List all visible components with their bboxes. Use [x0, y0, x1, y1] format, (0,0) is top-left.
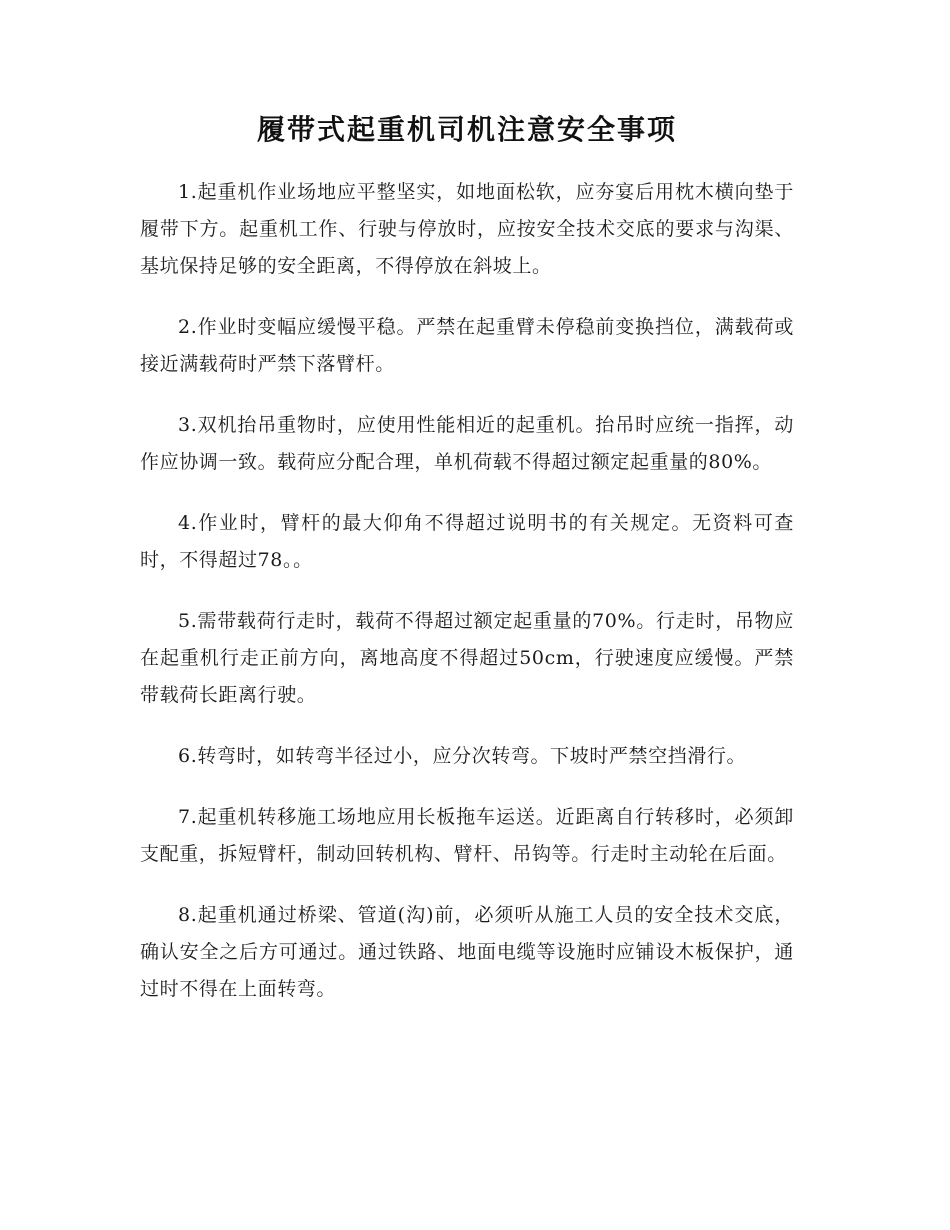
- paragraph-5: 5.需带载荷行走时，载荷不得超过额定起重量的70%。行走时，吊物应在起重机行走正前方向，离地高度不得超过50cm，行驶速度应缓慢。严禁带载荷长距离行驶。: [140, 610, 794, 706]
- paragraph-6: 6.转弯时，如转弯半径过小，应分次转弯。下坡时严禁空挡滑行。: [178, 745, 747, 767]
- paragraph-2: 2.作业时变幅应缓慢平稳。严禁在起重臂未停稳前变换挡位，满载荷或接近满载荷时严禁下落臂杆。: [140, 316, 794, 375]
- paragraph-4: 4.作业时，臂杆的最大仰角不得超过说明书的有关规定。无资料可查时，不得超过78。。: [140, 512, 794, 571]
- paragraph-3: 3.双机抬吊重物时，应使用性能相近的起重机。抬吊时应统一指挥，动作应协调一致。载荷应分配合理，单机荷载不得超过额定起重量的80%。: [140, 414, 794, 473]
- paragraph-7: 7.起重机转移施工场地应用长板拖车运送。近距离自行转移时，必须卸支配重，拆短臂杆，制动回转机构、臂杆、吊钩等。行走时主动轮在后面。: [140, 806, 794, 865]
- document-title: 履带式起重机司机注意安全事项: [256, 113, 677, 146]
- paragraph-1: 1.起重机作业场地应平整坚实，如地面松软，应夯宴后用枕木横向垫于履带下方。起重机工作、行驶与停放时，应按安全技术交底的要求与沟渠、基坑保持足够的安全距离，不得停放在斜坡上。: [140, 181, 794, 277]
- paragraph-8: 8.起重机通过桥梁、管道(沟)前，必须听从施工人员的安全技术交底，确认安全之后方可通过。通过铁路、地面电缆等设施时应铺设木板保护，通过时不得在上面转弯。: [140, 904, 794, 1000]
